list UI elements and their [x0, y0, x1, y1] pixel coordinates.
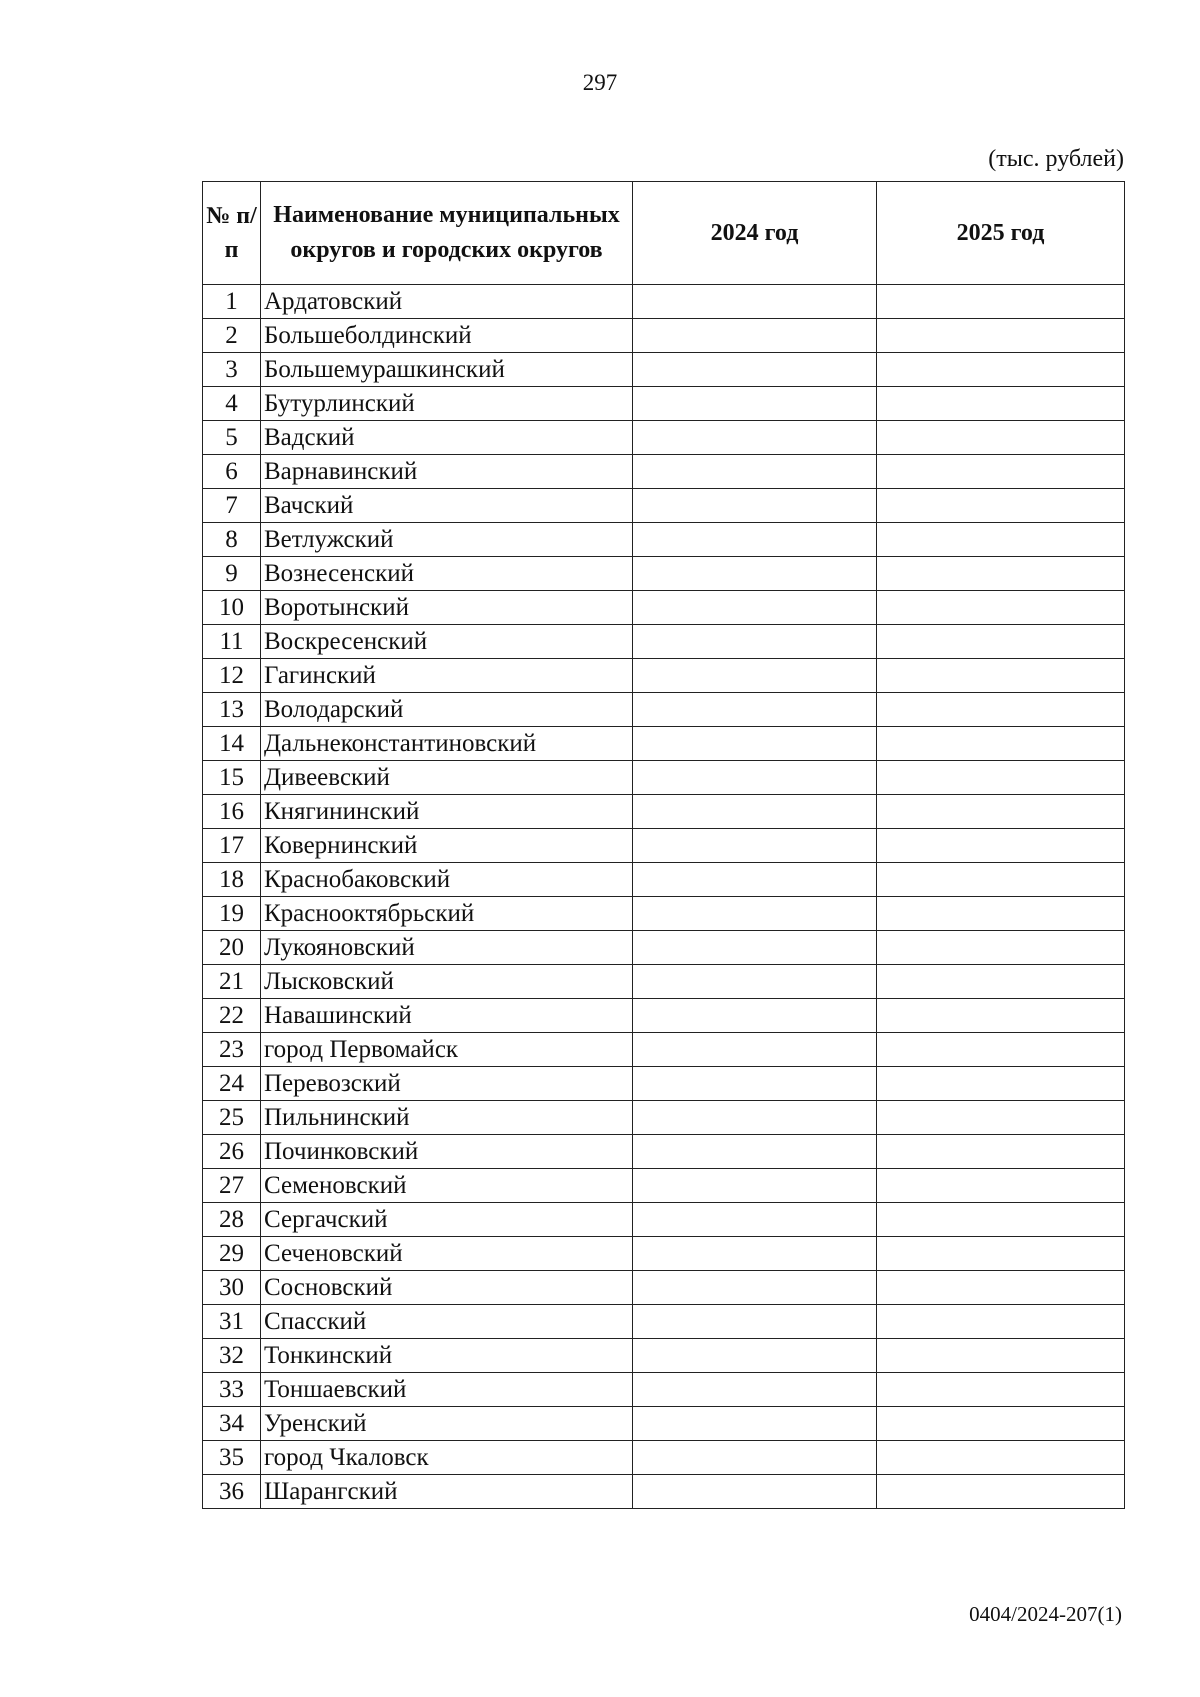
- row-number-cell: 6: [203, 455, 261, 489]
- row-number-cell: 3: [203, 353, 261, 387]
- row-number-cell: 28: [203, 1203, 261, 1237]
- row-name-cell: Тонкинский: [261, 1339, 633, 1373]
- table-body: [203, 285, 1125, 1509]
- row-name-cell: Бутурлинский: [261, 387, 633, 421]
- header-year-2025: 2025 год: [877, 182, 1125, 285]
- table-row: [203, 285, 1125, 319]
- row-name-cell: Семеновский: [261, 1169, 633, 1203]
- row-2025-cell: [877, 795, 1125, 829]
- row-2025-cell: [877, 1305, 1125, 1339]
- row-2024-cell: [633, 1237, 877, 1271]
- table-row: [203, 1305, 1125, 1339]
- row-name-cell: Навашинский: [261, 999, 633, 1033]
- table-row: [203, 1033, 1125, 1067]
- table-row: [203, 1067, 1125, 1101]
- table-row: [203, 727, 1125, 761]
- row-name-cell: Спасский: [261, 1305, 633, 1339]
- allocation-table: [202, 181, 1125, 1509]
- header-number: № п/п: [203, 182, 261, 285]
- row-name-cell: Шарангский: [261, 1475, 633, 1509]
- row-2025-cell: [877, 829, 1125, 863]
- row-2025-cell: [877, 591, 1125, 625]
- row-number-cell: 29: [203, 1237, 261, 1271]
- table-row: [203, 999, 1125, 1033]
- row-2024-cell: [633, 421, 877, 455]
- row-name-cell: Володарский: [261, 693, 633, 727]
- row-2024-cell: [633, 1169, 877, 1203]
- row-number-cell: 26: [203, 1135, 261, 1169]
- table-row: [203, 1203, 1125, 1237]
- row-name-cell: Тоншаевский: [261, 1373, 633, 1407]
- table-row: [203, 319, 1125, 353]
- table-row: [203, 625, 1125, 659]
- row-2024-cell: [633, 353, 877, 387]
- document-code: 0404/2024-207(1): [969, 1602, 1122, 1626]
- row-2025-cell: [877, 727, 1125, 761]
- row-2025-cell: [877, 1271, 1125, 1305]
- row-2024-cell: [633, 1101, 877, 1135]
- row-name-cell: Вачский: [261, 489, 633, 523]
- row-name-cell: Варнавинский: [261, 455, 633, 489]
- row-name-cell: Княгининский: [261, 795, 633, 829]
- row-number-cell: 27: [203, 1169, 261, 1203]
- table-row: [203, 931, 1125, 965]
- row-2025-cell: [877, 863, 1125, 897]
- row-2025-cell: [877, 1407, 1125, 1441]
- row-name-cell: Сосновский: [261, 1271, 633, 1305]
- row-name-cell: Вознесенский: [261, 557, 633, 591]
- row-2024-cell: [633, 489, 877, 523]
- row-number-cell: 33: [203, 1373, 261, 1407]
- row-2025-cell: [877, 625, 1125, 659]
- row-name-cell: Краснооктябрьский: [261, 897, 633, 931]
- row-number-cell: 21: [203, 965, 261, 999]
- row-name-cell: Пильнинский: [261, 1101, 633, 1135]
- table-row: [203, 693, 1125, 727]
- row-2024-cell: [633, 455, 877, 489]
- table-row: [203, 489, 1125, 523]
- table-row: [203, 1339, 1125, 1373]
- row-number-cell: 35: [203, 1441, 261, 1475]
- table-row: [203, 353, 1125, 387]
- row-name-cell: Сеченовский: [261, 1237, 633, 1271]
- table-row: [203, 659, 1125, 693]
- table-row: [203, 557, 1125, 591]
- row-name-cell: Лукояновский: [261, 931, 633, 965]
- row-name-cell: Перевозский: [261, 1067, 633, 1101]
- row-name-cell: Ардатовский: [261, 285, 633, 319]
- row-name-cell: Вадский: [261, 421, 633, 455]
- row-2025-cell: [877, 659, 1125, 693]
- row-number-cell: 8: [203, 523, 261, 557]
- row-2025-cell: [877, 1203, 1125, 1237]
- row-name-cell: Ветлужский: [261, 523, 633, 557]
- table-row: [203, 1169, 1125, 1203]
- row-2025-cell: [877, 387, 1125, 421]
- row-number-cell: 7: [203, 489, 261, 523]
- row-number-cell: 1: [203, 285, 261, 319]
- row-number-cell: 16: [203, 795, 261, 829]
- row-2024-cell: [633, 557, 877, 591]
- row-number-cell: 20: [203, 931, 261, 965]
- table-row: [203, 795, 1125, 829]
- row-2025-cell: [877, 999, 1125, 1033]
- row-2024-cell: [633, 591, 877, 625]
- row-2024-cell: [633, 1033, 877, 1067]
- row-2024-cell: [633, 863, 877, 897]
- row-name-cell: Лысковский: [261, 965, 633, 999]
- row-2024-cell: [633, 965, 877, 999]
- table-row: [203, 761, 1125, 795]
- row-name-cell: Большеболдинский: [261, 319, 633, 353]
- row-2025-cell: [877, 1067, 1125, 1101]
- table-row: [203, 523, 1125, 557]
- table-row: [203, 591, 1125, 625]
- row-name-cell: город Первомайск: [261, 1033, 633, 1067]
- row-2025-cell: [877, 1135, 1125, 1169]
- table-row: [203, 387, 1125, 421]
- row-name-cell: Дивеевский: [261, 761, 633, 795]
- row-number-cell: 17: [203, 829, 261, 863]
- row-number-cell: 11: [203, 625, 261, 659]
- page-number: 297: [582, 70, 618, 95]
- row-number-cell: 36: [203, 1475, 261, 1509]
- row-2024-cell: [633, 795, 877, 829]
- row-2024-cell: [633, 1475, 877, 1509]
- table-header-row: [203, 182, 1125, 285]
- units-label: (тыс. рублей): [988, 146, 1124, 172]
- row-number-cell: 24: [203, 1067, 261, 1101]
- row-number-cell: 10: [203, 591, 261, 625]
- row-name-cell: Уренский: [261, 1407, 633, 1441]
- row-number-cell: 2: [203, 319, 261, 353]
- row-name-cell: Воротынский: [261, 591, 633, 625]
- row-number-cell: 32: [203, 1339, 261, 1373]
- row-2025-cell: [877, 285, 1125, 319]
- row-2024-cell: [633, 387, 877, 421]
- row-2025-cell: [877, 1475, 1125, 1509]
- row-2024-cell: [633, 1203, 877, 1237]
- row-2024-cell: [633, 319, 877, 353]
- table-row: [203, 1101, 1125, 1135]
- row-2025-cell: [877, 489, 1125, 523]
- row-2024-cell: [633, 999, 877, 1033]
- row-2024-cell: [633, 659, 877, 693]
- row-number-cell: 34: [203, 1407, 261, 1441]
- row-2024-cell: [633, 829, 877, 863]
- row-2024-cell: [633, 931, 877, 965]
- table-row: [203, 965, 1125, 999]
- row-name-cell: Ковернинский: [261, 829, 633, 863]
- row-2025-cell: [877, 1373, 1125, 1407]
- row-2025-cell: [877, 523, 1125, 557]
- row-2025-cell: [877, 353, 1125, 387]
- row-2025-cell: [877, 761, 1125, 795]
- row-2024-cell: [633, 1339, 877, 1373]
- row-2025-cell: [877, 1169, 1125, 1203]
- row-number-cell: 25: [203, 1101, 261, 1135]
- table-row: [203, 1407, 1125, 1441]
- row-2025-cell: [877, 319, 1125, 353]
- table-row: [203, 1373, 1125, 1407]
- row-2025-cell: [877, 693, 1125, 727]
- row-number-cell: 14: [203, 727, 261, 761]
- row-2024-cell: [633, 1135, 877, 1169]
- row-number-cell: 31: [203, 1305, 261, 1339]
- row-number-cell: 15: [203, 761, 261, 795]
- header-name: Наименование муниципальных округов и городских округов: [261, 182, 633, 285]
- table-row: [203, 1135, 1125, 1169]
- table-row: [203, 1441, 1125, 1475]
- row-number-cell: 12: [203, 659, 261, 693]
- row-2024-cell: [633, 727, 877, 761]
- row-number-cell: 13: [203, 693, 261, 727]
- row-2025-cell: [877, 455, 1125, 489]
- row-2024-cell: [633, 1067, 877, 1101]
- row-number-cell: 9: [203, 557, 261, 591]
- row-number-cell: 23: [203, 1033, 261, 1067]
- table-row: [203, 421, 1125, 455]
- header-year-2024: 2024 год: [633, 182, 877, 285]
- row-2024-cell: [633, 693, 877, 727]
- row-2024-cell: [633, 523, 877, 557]
- table-row: [203, 897, 1125, 931]
- row-number-cell: 22: [203, 999, 261, 1033]
- row-name-cell: Починковский: [261, 1135, 633, 1169]
- row-2024-cell: [633, 761, 877, 795]
- row-name-cell: Гагинский: [261, 659, 633, 693]
- row-2025-cell: [877, 1101, 1125, 1135]
- row-name-cell: Краснобаковский: [261, 863, 633, 897]
- table-row: [203, 1237, 1125, 1271]
- row-2025-cell: [877, 897, 1125, 931]
- table-row: [203, 455, 1125, 489]
- row-2024-cell: [633, 897, 877, 931]
- row-2024-cell: [633, 1441, 877, 1475]
- row-2024-cell: [633, 1407, 877, 1441]
- row-number-cell: 19: [203, 897, 261, 931]
- table-row: [203, 863, 1125, 897]
- row-name-cell: Дальнеконстантиновский: [261, 727, 633, 761]
- row-number-cell: 18: [203, 863, 261, 897]
- row-2025-cell: [877, 1033, 1125, 1067]
- row-2024-cell: [633, 1271, 877, 1305]
- row-2025-cell: [877, 421, 1125, 455]
- row-name-cell: Воскресенский: [261, 625, 633, 659]
- row-name-cell: Большемурашкинский: [261, 353, 633, 387]
- row-number-cell: 30: [203, 1271, 261, 1305]
- row-number-cell: 5: [203, 421, 261, 455]
- row-2024-cell: [633, 1373, 877, 1407]
- row-2024-cell: [633, 285, 877, 319]
- row-2025-cell: [877, 965, 1125, 999]
- row-2025-cell: [877, 1441, 1125, 1475]
- row-name-cell: Сергачский: [261, 1203, 633, 1237]
- row-2025-cell: [877, 1237, 1125, 1271]
- row-2024-cell: [633, 1305, 877, 1339]
- row-number-cell: 4: [203, 387, 261, 421]
- row-2025-cell: [877, 1339, 1125, 1373]
- row-2025-cell: [877, 931, 1125, 965]
- table-row: [203, 1475, 1125, 1509]
- table-row: [203, 1271, 1125, 1305]
- table-row: [203, 829, 1125, 863]
- row-name-cell: город Чкаловск: [261, 1441, 633, 1475]
- row-2024-cell: [633, 625, 877, 659]
- row-2025-cell: [877, 557, 1125, 591]
